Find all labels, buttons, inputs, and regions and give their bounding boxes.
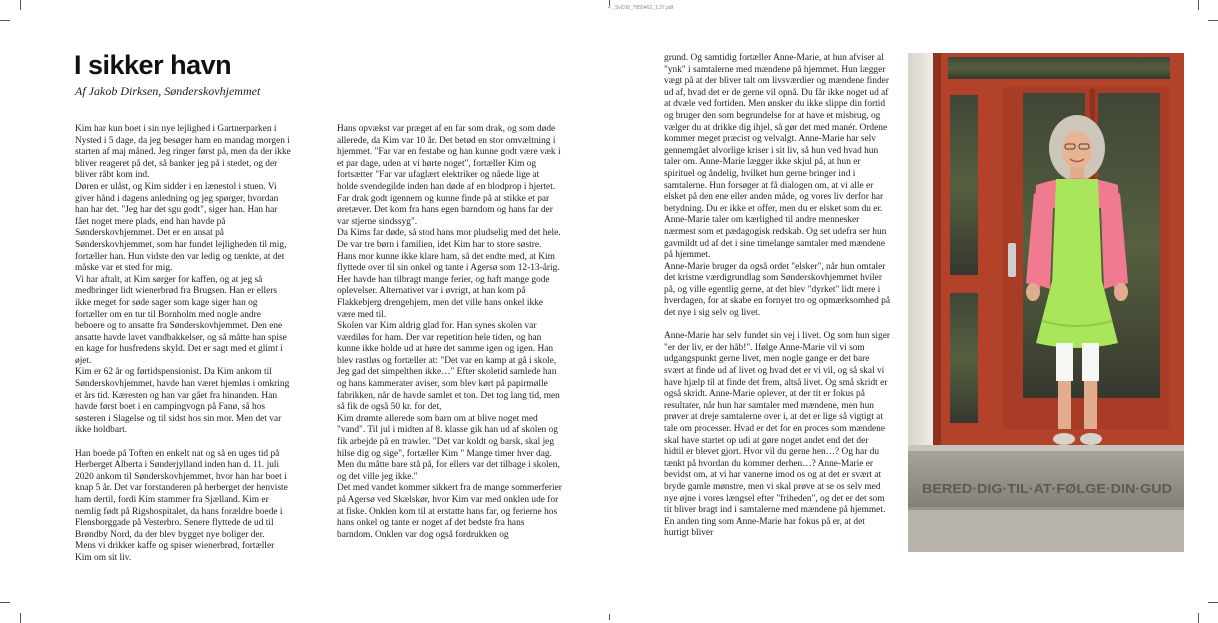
crop-mark [20,0,21,10]
article-title: I sikker havn [74,50,232,80]
paragraph: Da Kims far døde, så stod hans mor pludselig med det hele. De var tre børn i familien, idet Kim har to store søstre. Hans mor kunne ikke klare ham, så det endte med, at Kim flyttede over til sin onkel og tante i Agersø som 12-13-årig. Her havde han tilbragt mange ferier, og haft mange gode oplevelser. Alternativet var i øvrigt, at han kom på Flakkebjerg drengehjem, men det ville hans onkel ikke være med til. [337,228,561,320]
text-column-2 [337,124,562,541]
paragraph: Hans opvækst var præget af en far som drak, og som døde allerede, da Kim var 10 år. Det betød en stor omvæltning i hjemmet. "Far var en festabe og han kunne godt være væk i et par dage, uden at vi hørte noget", fortæller Kim og fortsætter "Far var ufaglært elektriker og nåede lige at holde svendegilde inden han døde af en blodprop i hjertet. Far drak godt igennem og kunne finde på at stikke et par øretæver. Det kom fra hans egen barndom og hans far der var stjerne sindssyg". [337,124,561,227]
paragraph: Han boede på Toften en enkelt nat og så en uges tid på Herberget Alberta i Sønderjylland inden han d. 11. juli 2020 ankom til Sønderskovhjemmet, hvor han har boet i knap 5 år. Det var forstanderen på herberget der henviste ham dertil, fordi Kim stammer fra Sjælland. Kim er nemlig født på Rigshospitalet, da hans forældre boede i Flensborggade på Vesterbro. Senere flyttede de ud til Brøndby Nord, da der blev bygget nye boliger der. [75,448,288,540]
paragraph: Kim drømte allerede som barn om at blive noget med "vand". Til jul i midten af 8. klasse gik han ud af skolen og fik arbejde på en trawler. "Det var koldt og barsk, skal jeg hilse dig og sige", fortæller Kim " Mange timer hver dag. Men du måtte bare stå på, for ellers var det tilbage i skolen, og det ville jeg ikke." [337,413,560,482]
paragraph: Kim har kun boet i sin nye lejlighed i Gartnerparken i Nysted i 5 dage, da jeg besøger ham en mandag morgen i starten af maj måned. Jeg ringer først på, men da der ikke bliver reageret på det, så banker jeg på i stedet, og der bliver råbt kom ind. [75,124,291,181]
paragraph: Det med vandet kommer sikkert fra de mange sommerferier på Agersø ved Skælskør, hvor Kim var med onklen ude for at fiske. Onklen kom til at erstatte hans far, og ferierne hos hans onkel og tante er noget af det bedste fra hans barndom. Onklen var dog også fordrukken og [337,483,562,540]
crop-mark [0,602,10,603]
paragraph: Anne-Marie bruger da også ordet "elsker", når hun omtaler det kristne værdigrundlag som Sønderskovhjemmet hviler på, og ville egentlig gerne, at det blev "dyrket" lidt mere i hverdagen, for at skabe en fornyet tro og opmærksomhed på det nye i sig selv og livet. [664,261,890,319]
crop-mark [20,613,21,623]
article-byline: Af Jakob Dirksen, Sønderskovhjemmet [75,84,261,98]
paragraph: Anne-Marie har selv fundet sin vej i livet. Og som hun siger "er der liv, er der håb!". Ifølge Anne-Marie vil vi som udgangspunkt gerne livet, men nogle gange er det bare svært at finde ud af livet og hvad det er vi vil, og så skal vi have hjælp til at finde det frem, altså livet. Og små skridt er også skridt. Anne-Marie oplever, at der tit er fokus på resultater, når hun har samtaler med mændene, men hun prøver at dreje samtalerne over i, at det er lige så vigtigt at tale om processer. Hvad er det for en proces som mændene skal have startet op udi at gøre noget andet end det der hidtil er blevet gjort. Hvor vil du gerne hen…? Og har du tænkt på hvordan du kommer derhen…? Anne-Marie er bevidst om, at vi har vanerne imod os og at det er svært at bryde gamle mønstre, men vi skal prøve at se os selv med nye øjne i vores længsel efter "friheden", og det er det som tit bliver bragt ind i samtalerne med mændene på hjemmet. En anden ting som Anne-Marie har fokus på er, at det hurtigt bliver [664,331,890,539]
crop-mark [1208,602,1218,603]
file-slug: 4 _SvC08_7955462_1.37.pdf [608,5,674,11]
step-inscription: BERED·DIG·TIL·AT·FØLGE·DIN·GUD [922,481,1172,496]
crop-mark [1208,20,1218,21]
crop-mark [1198,613,1199,623]
center-mark [609,614,610,620]
paragraph: Skolen var Kim aldrig glad for. Han synes skolen var værdiløs for ham. Der var repetition hele tiden, og han kunne ikke holde ud at høre det samme igen og igen. Han blev rastløs og fortæller at: "Det var en kamp at gå i skole, Jeg gad det simpelthen ikke…" Efter skoletid samlede han og hans kammerater aviser, som blev kørt på papirmølle fabrikken, når de havde samlet et ton. Det tog lang tid, men så fik de også 50 kr. for det, [337,321,560,413]
crop-mark [0,20,10,21]
paragraph: Døren er ulåst, og Kim sidder i en lænestol i stuen. Vi giver hånd i dagens anledning og jeg spørger, hvordan han har det. "Jeg har det sgu godt", siger han. Han har fået noget mere plads, end han havde på Sønderskovhjemmet. Det er en ansat på Sønderskovhjemmet, som har fundet lejligheden til mig, fortæller han. Hun vidste den var ledig og tænkte, at det måske var et sted for mig. [75,181,287,274]
paragraph: Mens vi drikker kaffe og spiser wienerbrød, fortæller Kim om sit liv. [75,541,275,563]
crop-mark [1198,0,1199,10]
text-column-1 [75,124,291,565]
text-column-3 [664,53,890,540]
paragraph: Kim er 62 år og førtidspensionist. Da Kim ankom til Sønderskovhjemmet, havde han været hjemløs i omkring et års tid. Kæresten og han var gået fra hinanden. Han havde først boet i en campingvogn på Fanø, så hos søsteren i Slagelse og til sidst hos sin mor. Men det var ikke holdbart. [75,367,290,436]
paragraph: Vi har aftalt, at Kim sørger for kaffen, og at jeg så medbringer lidt wienerbrød fra Brugsen. Han er ellers ikke meget for søde sager som kage siger han og fortæller om en tur til Bornholm med nogle andre beboere og to ansatte fra Sønderskovhjemmet. Den ene ansatte havde lavet vandbakkelser, og så måtte han spise en kage for husfredens skyld. Det er sagt med et glimt i øjet. [75,274,287,366]
portrait-photo [908,53,1184,552]
paragraph: grund. Og samtidig fortæller Anne-Marie, at hun afviser al "ynk" i samtalerne med mændene på hjemmet. Hun lægger vægt på at der bliver talt om livsværdier og mændene finder ud af, hvad det er de gerne vil opnå. Du får ikke noget ud af at dvæle ved fortiden. Men ønsker du ikke slippe din fortid og bruger den som begrundelse for at have et misbrug, og vælger du at drikke dig ihjel, så gør det med manér. Ordene kommer meget præcist og velvalgt. Anne-Marie har selv gennemgået alvorlige kriser i sit liv, så hun ved hvad hun taler om. Anne-Marie lægger ikke skjul på, at hun er spirituel og åndelig, hvilket hun gerne bringer ind i samtalerne. Hun forsøger at få dialogen om, at vi alle er elsket på den ene eller anden måde, og vores liv derfor har betydning. Du er ikke et offer, men du er elsket som du er. Anne-Marie taler om kærlighed til andre mennesker nærmest som et pædagogisk redskab. Og set udefra ser hun gavmildt ud af det i sine timelange samtaler med mændene på hjemmet. [664,53,889,261]
